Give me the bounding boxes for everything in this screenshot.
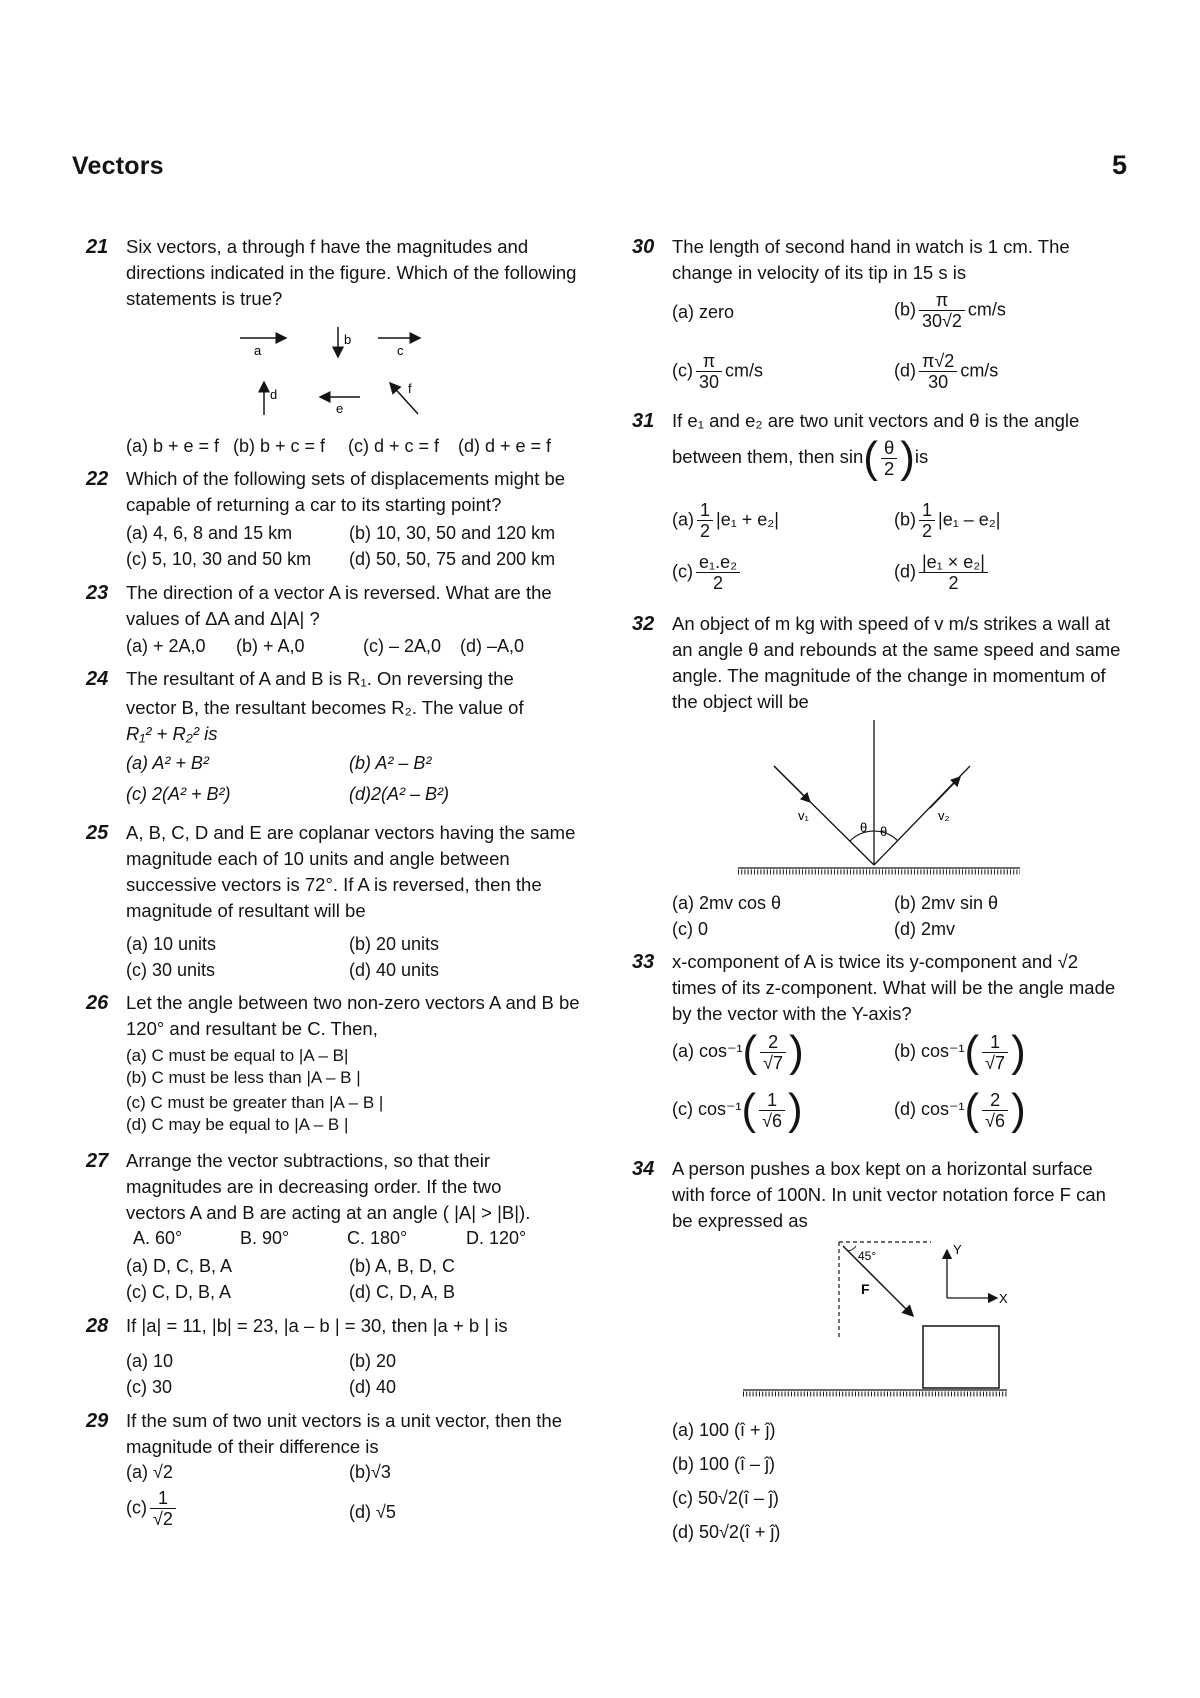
question-text: x-component of A is twice its y-component and √2 times of its z-component. What will be the angle made by the vector with the Y-axis? xyxy=(672,951,1116,1024)
fraction xyxy=(697,500,713,541)
option-c: (c) d + c = f xyxy=(348,436,440,456)
v2-label: v₂ xyxy=(938,808,950,823)
angle-a: A. 60° xyxy=(133,1228,183,1248)
option-tail: |e₁ – e₂| xyxy=(938,509,1001,530)
fraction-numerator: e₁.e₂ xyxy=(696,552,740,573)
vector-b-label: b xyxy=(344,332,352,347)
fraction-numerator: 1 xyxy=(982,1032,1008,1053)
option-a xyxy=(672,1027,804,1076)
option-c: (c) C, D, B, A xyxy=(126,1282,232,1302)
question-text: If |a| = 11, |b| = 23, |a – b | = 30, then |a + b | is xyxy=(126,1315,508,1336)
vector-f-arrow xyxy=(390,383,418,414)
force-arrow xyxy=(843,1246,913,1316)
box xyxy=(923,1326,999,1388)
vector-figure xyxy=(230,325,430,425)
fraction xyxy=(919,552,988,593)
fraction-numerator: 1 xyxy=(697,500,713,521)
option-b: (b) 10, 30, 50 and 120 km xyxy=(349,523,556,543)
question-32 xyxy=(632,611,1127,715)
fraction xyxy=(760,1032,786,1073)
option-a: (a) √2 xyxy=(126,1462,173,1482)
vector-c-label: c xyxy=(397,343,404,358)
question-text-line-3: R₁² + R₂² is xyxy=(126,723,218,744)
option-b: (b) 2mv sin θ xyxy=(894,893,999,913)
fraction-denominator: √6 xyxy=(762,1110,783,1131)
angle-arc xyxy=(848,1246,856,1251)
option-c xyxy=(126,1488,179,1529)
fraction xyxy=(150,1488,176,1529)
option-b: (b) A, B, D, C xyxy=(349,1256,456,1276)
question-text-line-2 xyxy=(672,433,929,482)
option-d xyxy=(894,552,991,593)
option-d: (d)2(A² – B²) xyxy=(349,784,450,804)
question-23 xyxy=(86,580,596,632)
vector-e-label: e xyxy=(336,401,344,416)
option-c xyxy=(672,552,743,593)
theta-left-label: θ xyxy=(860,820,868,835)
option-b: (b) + A,0 xyxy=(236,636,305,656)
fraction-denominator: 30 xyxy=(928,372,949,392)
fraction-numerator: 2 xyxy=(760,1032,786,1053)
vector-d-label: d xyxy=(270,387,278,402)
fraction-numerator: 1 xyxy=(150,1488,176,1509)
option-label: (d) xyxy=(894,360,916,381)
option-label: (d) cos⁻¹ xyxy=(894,1098,965,1119)
option-a: (a) D, C, B, A xyxy=(126,1256,233,1276)
option-label: (c) xyxy=(672,561,693,582)
box-force-figure xyxy=(735,1230,1025,1405)
option-a: (a) b + e = f xyxy=(126,436,220,456)
question-number: 25 xyxy=(86,822,109,844)
option-b: (b) A² – B² xyxy=(349,753,432,773)
fraction-denominator: 2 xyxy=(948,573,959,593)
question-text-line-2: vector B, the resultant becomes R₂. The value of xyxy=(126,697,524,718)
fraction xyxy=(982,1090,1008,1131)
question-number: 23 xyxy=(86,582,109,604)
option-label: (d) xyxy=(894,561,916,582)
question-30 xyxy=(632,234,1127,286)
question-text-line-1: The resultant of A and B is R₁. On reversing the xyxy=(126,668,514,689)
option-label: (b) xyxy=(894,299,916,320)
x-axis-label: X xyxy=(999,1291,1008,1306)
question-33 xyxy=(632,949,1127,1027)
fraction-numerator: 1 xyxy=(759,1090,785,1111)
question-21 xyxy=(86,234,581,312)
fraction xyxy=(919,290,965,331)
option-d xyxy=(894,1085,1026,1134)
option-b: (b) 100 (î – ĵ) xyxy=(672,1454,776,1474)
option-d: (d) C, D, A, B xyxy=(349,1282,456,1302)
fraction-denominator: 2 xyxy=(713,573,724,593)
question-27 xyxy=(86,1148,566,1226)
fraction-numerator: π xyxy=(919,290,965,311)
fraction-numerator: 2 xyxy=(982,1090,1008,1111)
option-d xyxy=(894,351,998,392)
right-paren: ) xyxy=(789,1027,804,1076)
left-paren: ( xyxy=(742,1027,758,1076)
option-b: (b) 20 units xyxy=(349,934,440,954)
question-text: Which of the following sets of displacements might be capable of returning a car to its starting point? xyxy=(126,468,566,515)
option-a: (a) 100 (î + ĵ) xyxy=(672,1420,776,1440)
option-a: (a) zero xyxy=(672,302,735,322)
option-c: (c) 30 xyxy=(126,1377,173,1397)
option-d: (d) 40 xyxy=(349,1377,397,1397)
force-f-label: F xyxy=(861,1281,870,1297)
left-paren: ( xyxy=(964,1027,980,1076)
vector-f-label: f xyxy=(408,381,412,396)
text-end: is xyxy=(914,445,929,467)
fraction-denominator: √7 xyxy=(763,1052,784,1073)
option-c: (c) 50√2(î – ĵ) xyxy=(672,1488,779,1508)
theta-right-label: θ xyxy=(880,824,888,839)
fraction-numerator: π√2 xyxy=(919,351,957,372)
chapter-title: Vectors xyxy=(72,152,164,180)
question-number: 29 xyxy=(86,1410,109,1432)
question-text: Arrange the vector subtractions, so that their magnitudes are in decreasing order. If the two vectors A and B are acting at an angle ( |A| > |B|). xyxy=(126,1150,531,1223)
angle-45-label: 45° xyxy=(858,1249,877,1263)
option-a: (a) 4, 6, 8 and 15 km xyxy=(126,523,293,543)
option-c: (c) C must be greater than |A – B | xyxy=(126,1093,384,1112)
question-number: 24 xyxy=(86,668,109,690)
fraction xyxy=(759,1090,785,1131)
incident-arrow xyxy=(774,766,810,802)
option-c: (c) – 2A,0 xyxy=(363,636,442,656)
fraction-denominator: √6 xyxy=(985,1110,1006,1131)
option-a: (a) 2mv cos θ xyxy=(672,893,782,913)
v1-label: v₁ xyxy=(798,808,809,823)
question-text: Six vectors, a through f have the magnitudes and directions indicated in the figure. Which of the following statements is true? xyxy=(126,236,577,309)
page-number: 5 xyxy=(1112,150,1128,180)
option-d: (d) 2mv xyxy=(894,919,956,939)
question-text: If e₁ and e₂ are two unit vectors and θ is the angle xyxy=(672,410,1080,431)
option-b: (b) 20 xyxy=(349,1351,397,1371)
question-number: 32 xyxy=(632,613,655,635)
fraction xyxy=(919,500,935,541)
option-d: (d) d + e = f xyxy=(458,436,552,456)
right-paren: ) xyxy=(900,433,915,482)
question-number: 27 xyxy=(86,1150,109,1172)
option-tail: |e₁ + e₂| xyxy=(716,509,779,530)
option-label: (b) cos⁻¹ xyxy=(894,1040,965,1061)
option-d: (d) C may be equal to |A – B | xyxy=(126,1115,349,1134)
option-label: (a) xyxy=(672,509,694,530)
option-label: (c) xyxy=(126,1497,147,1518)
left-paren: ( xyxy=(741,1085,757,1134)
question-28 xyxy=(86,1313,586,1339)
question-number: 22 xyxy=(86,468,109,490)
question-number: 31 xyxy=(632,410,655,432)
unit: cm/s xyxy=(967,299,1006,320)
fraction xyxy=(696,552,740,593)
left-paren: ( xyxy=(863,433,878,482)
question-number: 28 xyxy=(86,1315,109,1337)
question-number: 21 xyxy=(86,236,109,258)
option-a: (a) + 2A,0 xyxy=(126,636,206,656)
option-b: (b) b + c = f xyxy=(233,436,326,456)
option-label: (b) xyxy=(894,509,916,530)
fraction xyxy=(919,351,957,392)
question-25 xyxy=(86,820,596,924)
angle-c: C. 180° xyxy=(347,1228,408,1248)
question-31 xyxy=(632,408,1132,434)
option-d: (d) √5 xyxy=(349,1502,396,1522)
option-d: (d) 40 units xyxy=(349,960,440,980)
fraction-numerator: |e₁ × e₂| xyxy=(919,552,988,573)
question-26 xyxy=(86,990,586,1042)
question-number: 30 xyxy=(632,236,655,258)
right-paren: ) xyxy=(788,1085,803,1134)
option-c: (c) 2(A² + B²) xyxy=(126,784,231,804)
question-number: 33 xyxy=(632,951,655,973)
unit: cm/s xyxy=(725,360,764,381)
question-number: 26 xyxy=(86,992,109,1014)
option-label: (c) xyxy=(672,360,693,381)
vector-a-label: a xyxy=(254,343,262,358)
fraction xyxy=(982,1032,1008,1073)
right-paren: ) xyxy=(1011,1085,1026,1134)
option-b: (b) C must be less than |A – B | xyxy=(126,1068,361,1087)
option-a xyxy=(672,500,779,541)
option-c xyxy=(672,1085,803,1134)
fraction-denominator: 2 xyxy=(700,521,711,541)
fraction-denominator: 30√2 xyxy=(922,311,962,331)
option-a: (a) 10 units xyxy=(126,934,217,954)
option-b xyxy=(894,500,1000,541)
wall-collision-figure xyxy=(730,720,1030,880)
option-d: (d) 50, 50, 75 and 200 km xyxy=(349,549,556,569)
question-29 xyxy=(86,1408,586,1460)
fraction-denominator: 30 xyxy=(699,372,720,392)
fraction xyxy=(881,438,897,479)
question-24 xyxy=(86,666,596,747)
question-22 xyxy=(86,466,581,518)
fraction-numerator: 1 xyxy=(919,500,935,521)
question-text: The length of second hand in watch is 1 cm. The change in velocity of its tip in 15 s is xyxy=(672,236,1070,283)
option-d: (d) –A,0 xyxy=(460,636,525,656)
question-text: A person pushes a box kept on a horizontal surface with force of 100N. In unit vector notation force F can be expressed as xyxy=(672,1158,1106,1231)
text: between them, then sin xyxy=(672,445,864,467)
angle-b: B. 90° xyxy=(240,1228,290,1248)
option-c: (c) 0 xyxy=(672,919,708,939)
question-text: If the sum of two unit vectors is a unit vector, then the magnitude of their difference is xyxy=(126,1410,562,1457)
option-d: (d) 50√2(î + ĵ) xyxy=(672,1522,781,1542)
option-label: (a) cos⁻¹ xyxy=(672,1040,743,1061)
option-b xyxy=(894,1027,1026,1076)
right-paren: ) xyxy=(1011,1027,1026,1076)
fraction-denominator: 2 xyxy=(883,457,895,479)
fraction-numerator: π xyxy=(696,351,722,372)
question-text: Let the angle between two non-zero vectors A and B be 120° and resultant be C. Then, xyxy=(126,992,580,1039)
option-a: (a) A² + B² xyxy=(126,753,209,773)
fraction-denominator: √7 xyxy=(985,1052,1006,1073)
option-c: (c) 30 units xyxy=(126,960,216,980)
option-b xyxy=(894,290,1006,331)
question-34 xyxy=(632,1156,1127,1234)
angle-d: D. 120° xyxy=(466,1228,527,1248)
question-text: A, B, C, D and E are coplanar vectors having the same magnitude each of 10 units and angle between successive vectors is 72°. If A is reversed, then the magnitude of resultant will be xyxy=(126,822,576,921)
fraction-denominator: 2 xyxy=(922,521,933,541)
option-b: (b)√3 xyxy=(349,1462,391,1482)
question-text: An object of m kg with speed of v m/s strikes a wall at an angle θ and rebounds at the same speed and same angle. The magnitude of the change in momentum of the object will be xyxy=(672,613,1121,712)
option-c xyxy=(672,351,763,392)
left-paren: ( xyxy=(964,1085,980,1134)
question-number: 34 xyxy=(632,1158,655,1180)
option-a: (a) C must be equal to |A – B| xyxy=(126,1046,349,1065)
fraction-numerator: θ xyxy=(881,438,897,459)
y-axis-label: Y xyxy=(953,1242,962,1257)
option-a: (a) 10 xyxy=(126,1351,174,1371)
fraction xyxy=(696,351,722,392)
option-label: (c) cos⁻¹ xyxy=(672,1098,742,1119)
fraction-denominator: √2 xyxy=(153,1509,173,1529)
question-text: The direction of a vector A is reversed. What are the values of ΔA and Δ|A| ? xyxy=(126,582,552,629)
unit: cm/s xyxy=(960,360,999,381)
reflected-arrow xyxy=(930,777,960,808)
option-c: (c) 5, 10, 30 and 50 km xyxy=(126,549,312,569)
